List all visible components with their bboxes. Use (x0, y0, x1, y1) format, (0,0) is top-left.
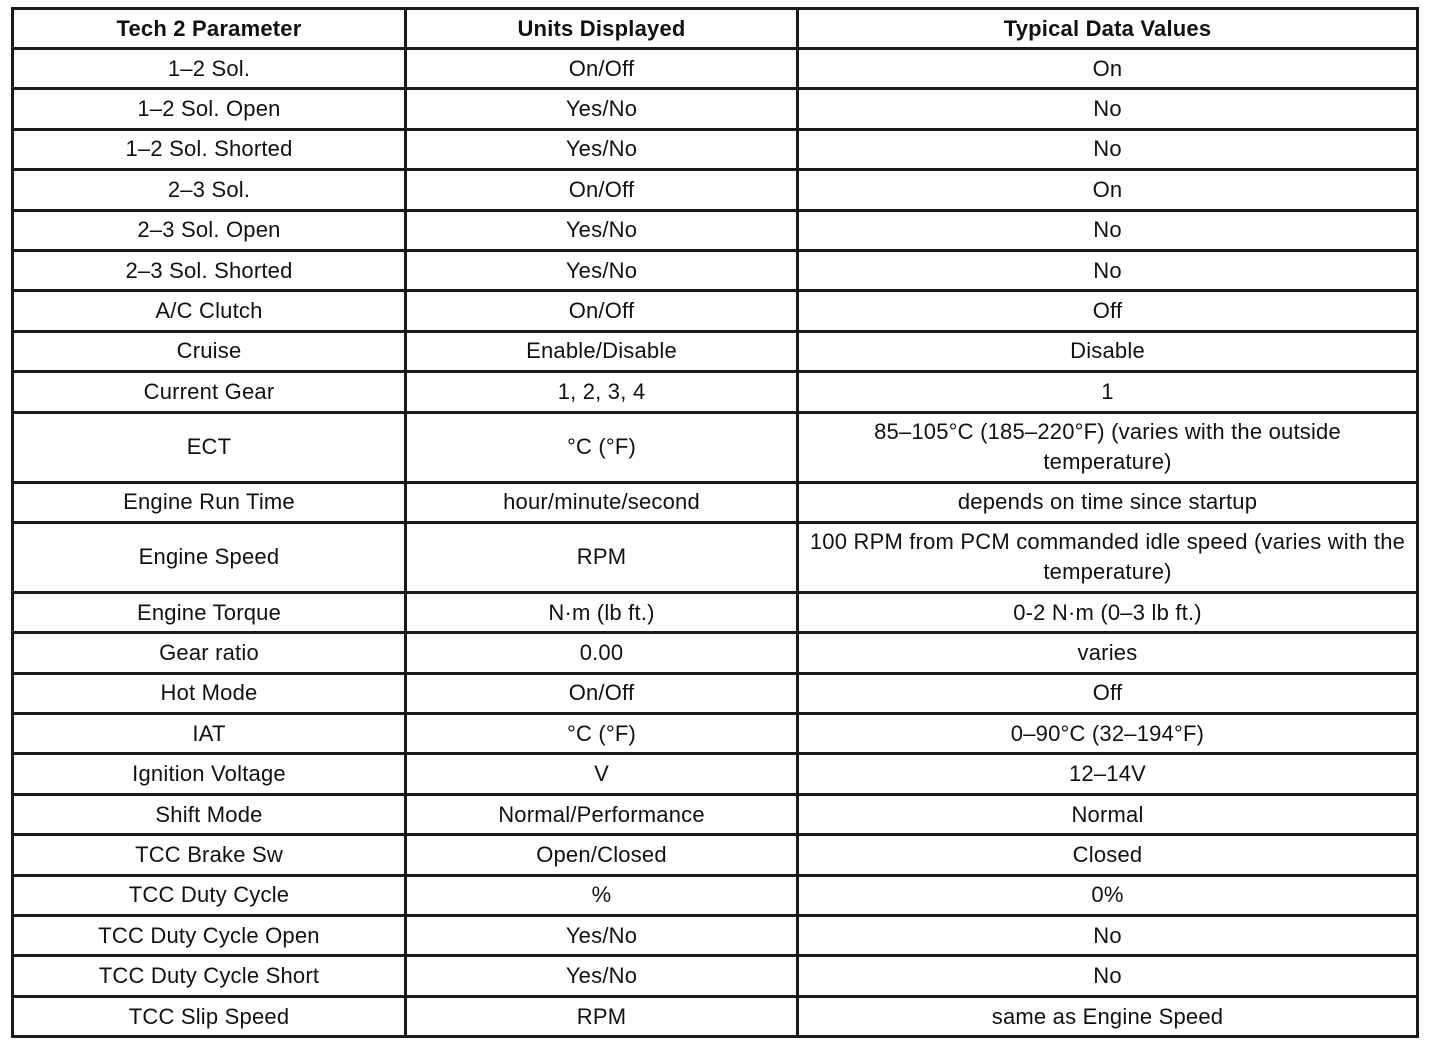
cell-typical: On (798, 170, 1418, 210)
table-row (13, 996, 1418, 1036)
cell-units: RPM (406, 522, 798, 592)
table-row (13, 291, 1418, 331)
cell-units: °C (°F) (406, 412, 798, 482)
table-row (13, 482, 1418, 522)
parameter-table-container (11, 7, 1416, 1038)
header-typical-values: Typical Data Values (798, 9, 1418, 49)
table-row (13, 129, 1418, 169)
cell-typical: 0% (798, 875, 1418, 915)
cell-units: On/Off (406, 291, 798, 331)
cell-units: N·m (lb ft.) (406, 592, 798, 632)
cell-typical: Closed (798, 835, 1418, 875)
header-units: Units Displayed (406, 9, 798, 49)
cell-units: On/Off (406, 673, 798, 713)
cell-parameter: Engine Torque (13, 592, 406, 632)
cell-parameter: Current Gear (13, 372, 406, 412)
table-row (13, 372, 1418, 412)
cell-typical: No (798, 916, 1418, 956)
cell-typical: Off (798, 673, 1418, 713)
table-row (13, 835, 1418, 875)
cell-typical: No (798, 956, 1418, 996)
cell-parameter: Shift Mode (13, 794, 406, 834)
cell-units: RPM (406, 996, 798, 1036)
cell-units: Open/Closed (406, 835, 798, 875)
cell-typical: 85–105°C (185–220°F) (varies with the outside temperature) (798, 412, 1418, 482)
table-row (13, 673, 1418, 713)
cell-units: Yes/No (406, 916, 798, 956)
cell-units: Enable/Disable (406, 331, 798, 371)
table-row (13, 956, 1418, 996)
cell-typical: No (798, 250, 1418, 290)
table-row (13, 412, 1418, 482)
table-row (13, 794, 1418, 834)
table-row (13, 210, 1418, 250)
cell-typical: 0-2 N·m (0–3 lb ft.) (798, 592, 1418, 632)
header-parameter: Tech 2 Parameter (13, 9, 406, 49)
table-row (13, 89, 1418, 129)
table-row (13, 633, 1418, 673)
cell-parameter: 1–2 Sol. (13, 49, 406, 89)
cell-parameter: Cruise (13, 331, 406, 371)
table-row (13, 875, 1418, 915)
cell-units: On/Off (406, 170, 798, 210)
cell-units: Yes/No (406, 210, 798, 250)
cell-typical: 0–90°C (32–194°F) (798, 714, 1418, 754)
cell-parameter: 2–3 Sol. Shorted (13, 250, 406, 290)
cell-parameter: IAT (13, 714, 406, 754)
cell-typical: varies (798, 633, 1418, 673)
cell-typical: Normal (798, 794, 1418, 834)
cell-units: 1, 2, 3, 4 (406, 372, 798, 412)
cell-typical: No (798, 129, 1418, 169)
table-row (13, 331, 1418, 371)
cell-units: Yes/No (406, 956, 798, 996)
cell-units: hour/minute/second (406, 482, 798, 522)
cell-typical: No (798, 210, 1418, 250)
cell-parameter: 1–2 Sol. Open (13, 89, 406, 129)
cell-parameter: TCC Brake Sw (13, 835, 406, 875)
cell-units: % (406, 875, 798, 915)
cell-typical: On (798, 49, 1418, 89)
cell-units: V (406, 754, 798, 794)
table-row (13, 522, 1418, 592)
cell-units: Yes/No (406, 250, 798, 290)
tech2-parameter-table (11, 7, 1419, 1038)
table-row (13, 592, 1418, 632)
cell-parameter: TCC Duty Cycle (13, 875, 406, 915)
cell-typical: Off (798, 291, 1418, 331)
cell-typical: same as Engine Speed (798, 996, 1418, 1036)
cell-parameter: TCC Duty Cycle Short (13, 956, 406, 996)
cell-typical: No (798, 89, 1418, 129)
cell-typical: 100 RPM from PCM commanded idle speed (varies with the temperature) (798, 522, 1418, 592)
table-header-row (13, 9, 1418, 49)
cell-units: °C (°F) (406, 714, 798, 754)
table-row (13, 170, 1418, 210)
cell-units: 0.00 (406, 633, 798, 673)
cell-parameter: ECT (13, 412, 406, 482)
cell-typical: 12–14V (798, 754, 1418, 794)
cell-parameter: TCC Duty Cycle Open (13, 916, 406, 956)
cell-parameter: TCC Slip Speed (13, 996, 406, 1036)
cell-typical: 1 (798, 372, 1418, 412)
cell-parameter: Engine Run Time (13, 482, 406, 522)
cell-parameter: A/C Clutch (13, 291, 406, 331)
cell-typical: depends on time since startup (798, 482, 1418, 522)
table-row (13, 754, 1418, 794)
cell-units: Yes/No (406, 89, 798, 129)
cell-parameter: Hot Mode (13, 673, 406, 713)
table-row (13, 49, 1418, 89)
cell-units: Normal/Performance (406, 794, 798, 834)
cell-typical: Disable (798, 331, 1418, 371)
cell-parameter: Gear ratio (13, 633, 406, 673)
cell-parameter: 2–3 Sol. (13, 170, 406, 210)
table-row (13, 250, 1418, 290)
cell-parameter: 2–3 Sol. Open (13, 210, 406, 250)
table-row (13, 916, 1418, 956)
cell-parameter: Ignition Voltage (13, 754, 406, 794)
cell-parameter: 1–2 Sol. Shorted (13, 129, 406, 169)
cell-units: On/Off (406, 49, 798, 89)
cell-parameter: Engine Speed (13, 522, 406, 592)
cell-units: Yes/No (406, 129, 798, 169)
table-row (13, 714, 1418, 754)
